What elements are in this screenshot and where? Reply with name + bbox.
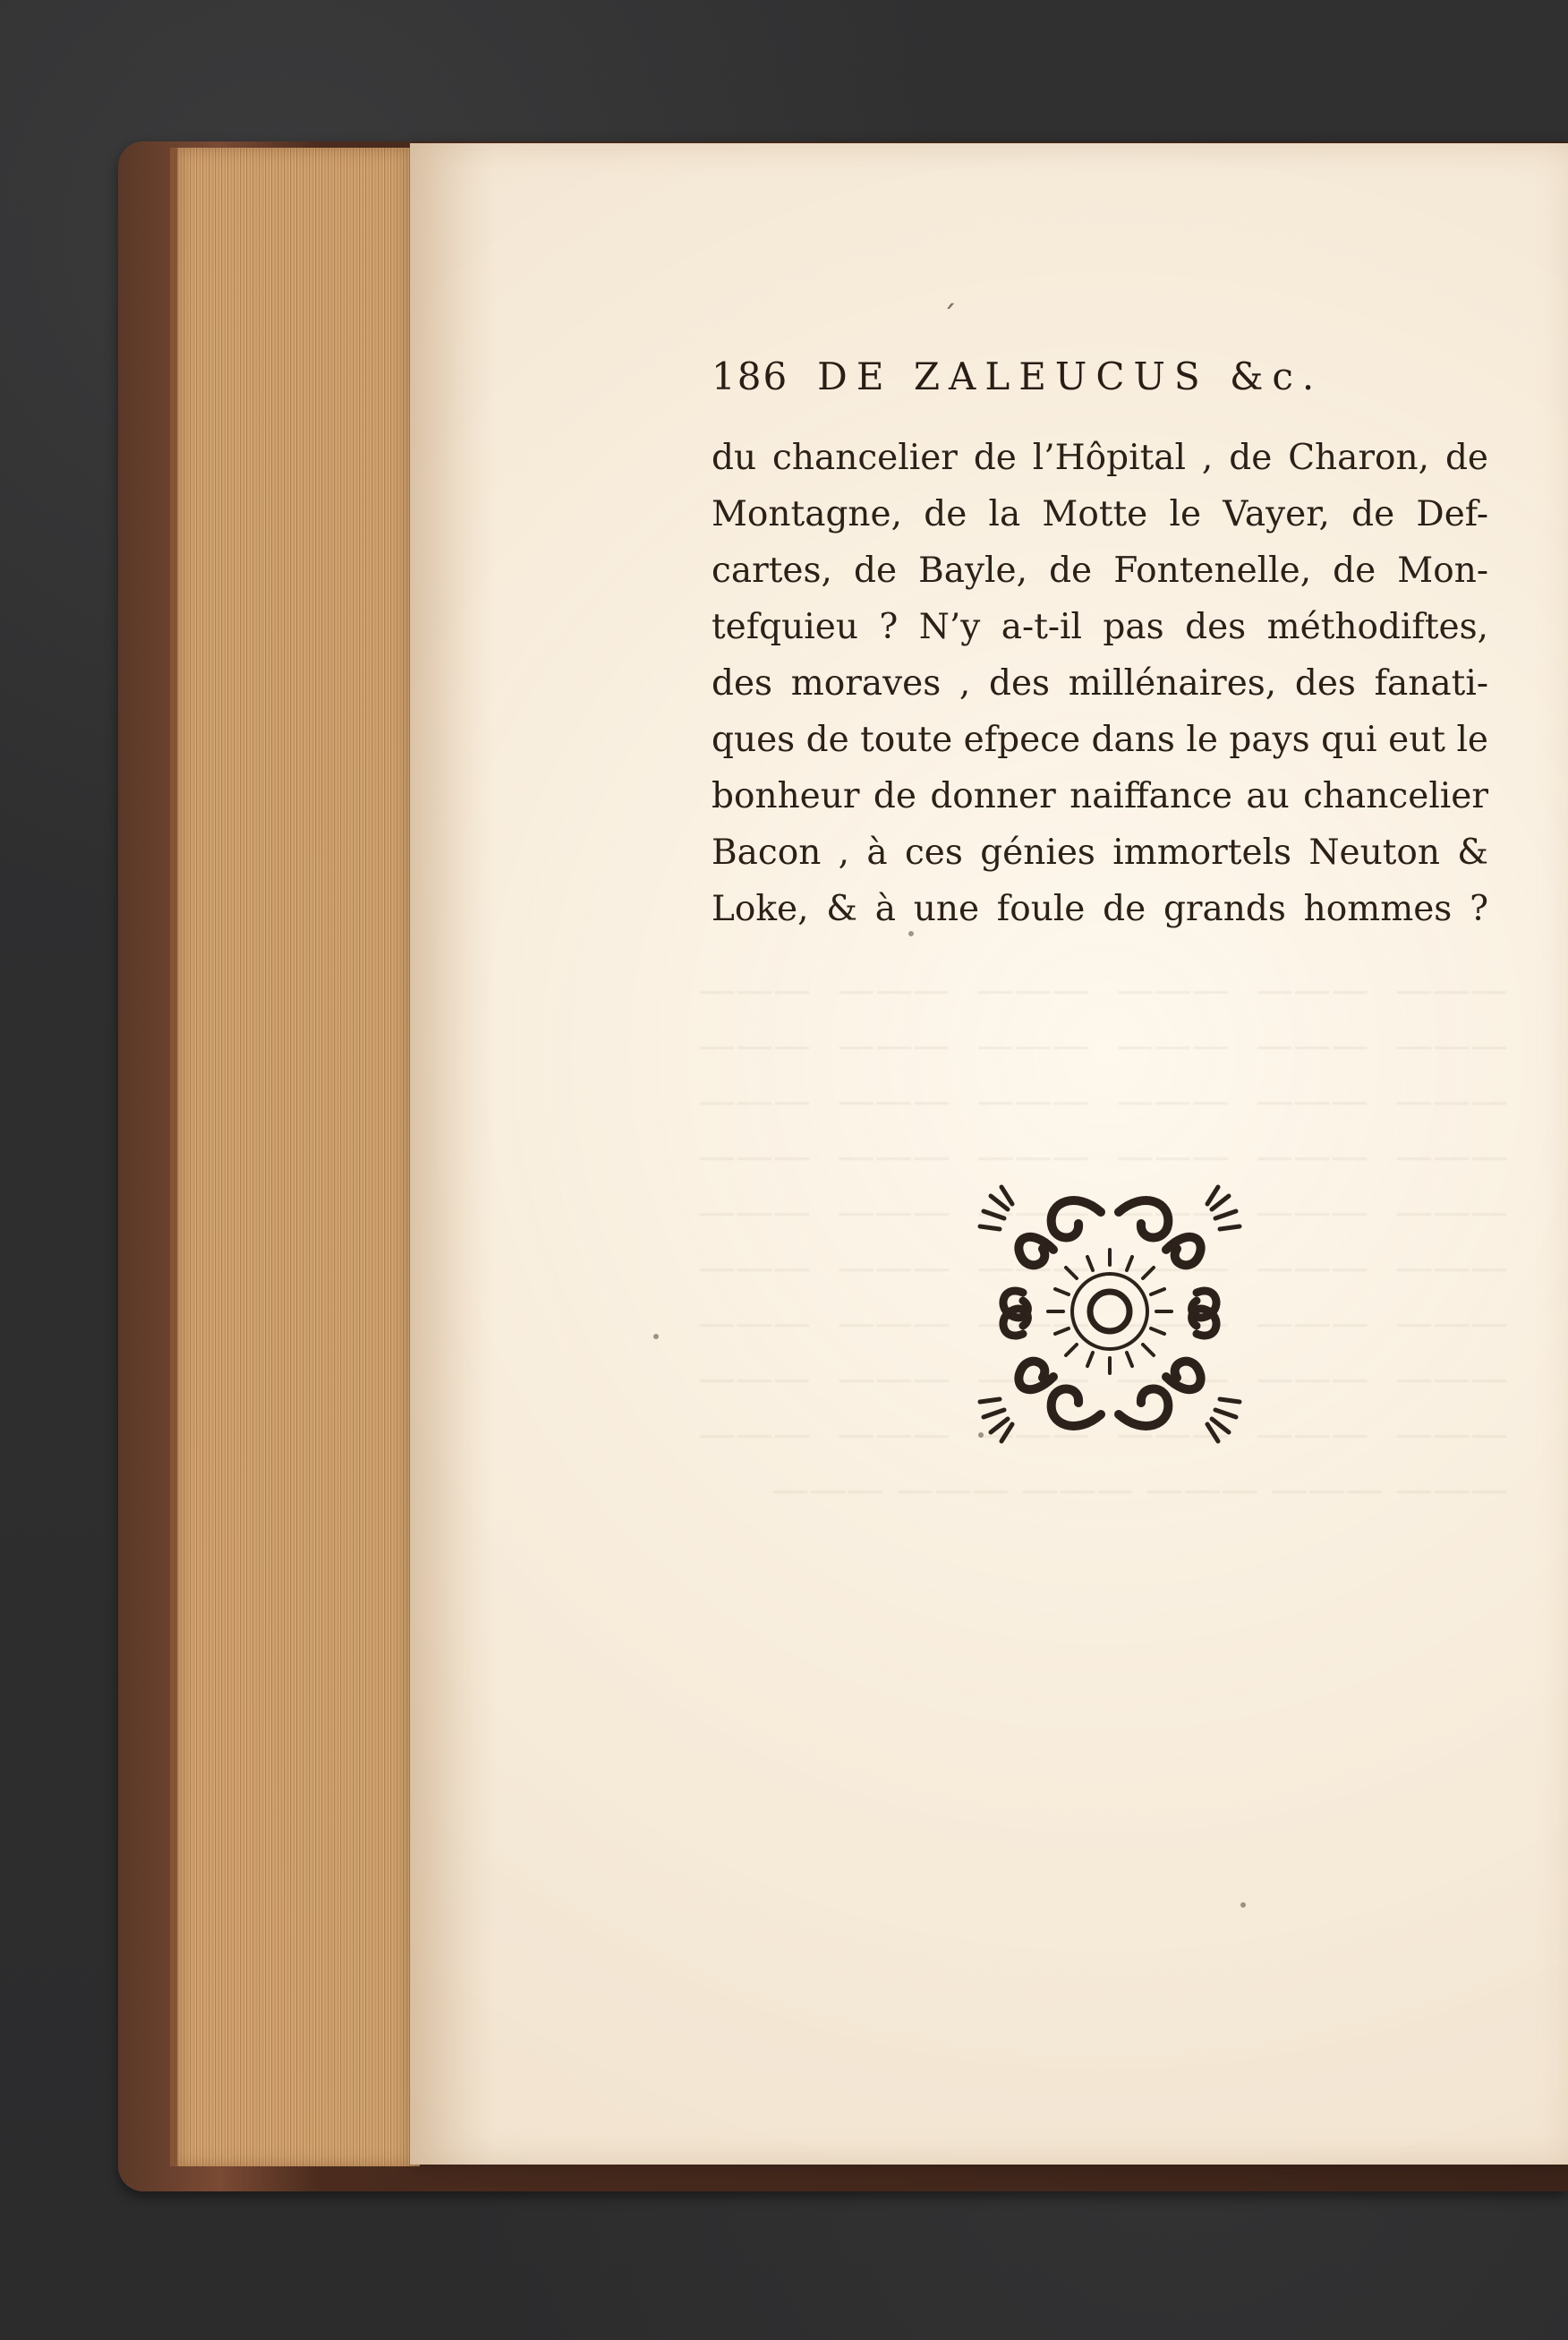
- page-number: 186: [712, 354, 789, 398]
- paper-speck: [1240, 1902, 1246, 1908]
- page-header: [712, 354, 1481, 406]
- page-block-edge: [170, 148, 420, 2166]
- paper-speck: [653, 1334, 659, 1339]
- paper-speck: [908, 931, 914, 936]
- paper-speck: [978, 1432, 984, 1438]
- text-line: Montagne, de la Motte le Vayer, de Def-: [712, 494, 1488, 534]
- running-head: DE ZALEUCUS &c.: [817, 354, 1324, 398]
- text-line: ques de toute efpece dans le pays qui eut le: [712, 720, 1488, 760]
- text-line: bonheur de donner naiffance au chancelier: [712, 776, 1488, 816]
- text-line: du chancelier de l’Hôpital , de Charon, de: [712, 438, 1488, 478]
- text-line: Bacon , à ces génies immortels Neuton &: [712, 833, 1488, 873]
- fleuron-ornament-icon: [971, 1180, 1248, 1448]
- page-text-block: [712, 430, 1488, 937]
- text-line: des moraves , des millénaires, des fanati-: [712, 663, 1488, 704]
- text-line: Loke, & à une foule de grands hommes ?: [712, 889, 1488, 929]
- text-line: tefquieu ? N’y a-t-il pas des méthodiftes,: [712, 607, 1488, 647]
- ink-mark: ˊ: [942, 300, 957, 336]
- text-line: cartes, de Bayle, de Fontenelle, de Mon-: [712, 551, 1488, 591]
